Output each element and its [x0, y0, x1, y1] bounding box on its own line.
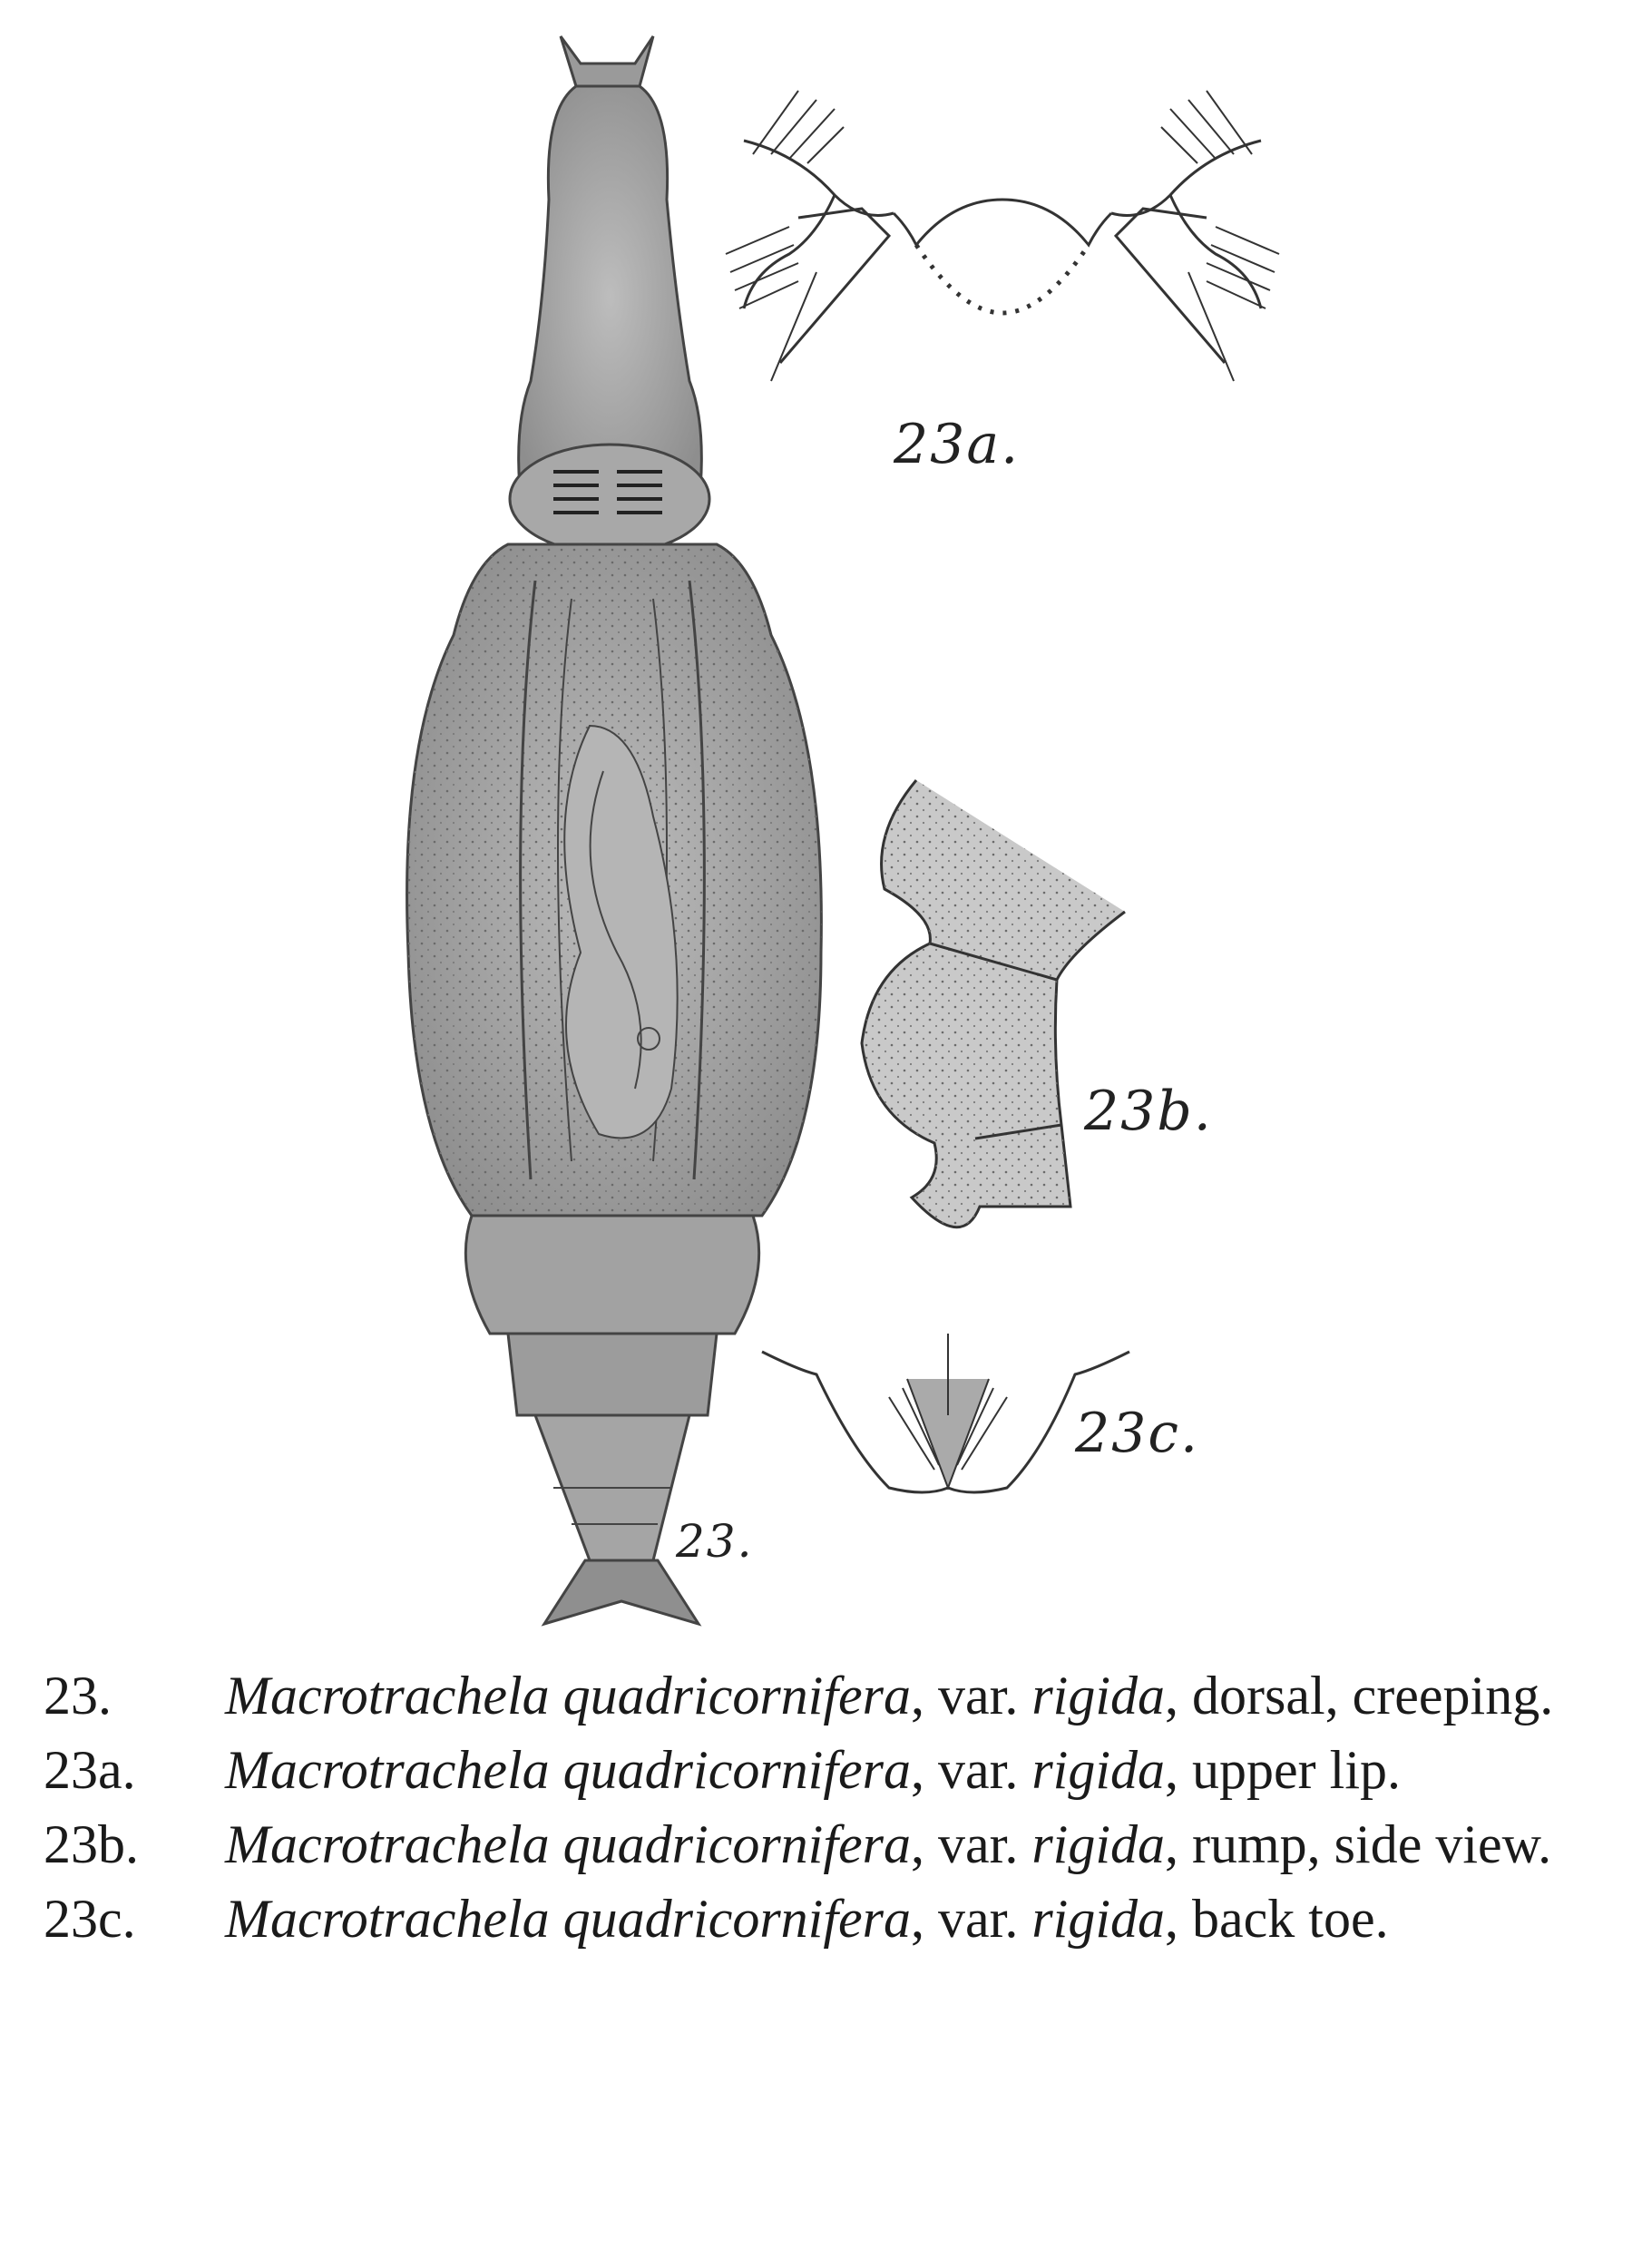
caption-separator: , var.: [911, 1666, 1032, 1725]
caption-number: 23.: [44, 1666, 112, 1725]
caption-23b: [44, 1809, 1622, 1880]
rump-side-view-drawing: [862, 780, 1125, 1227]
species-name: Macrotrachela quadricornifera: [225, 1740, 912, 1800]
variety-name: rigida: [1031, 1889, 1166, 1949]
figure-label-23b: 23b.: [1084, 1080, 1213, 1143]
variety-name: rigida: [1031, 1740, 1166, 1800]
caption-23a: [44, 1735, 1622, 1805]
caption-description: , rump, side view.: [1165, 1814, 1552, 1874]
species-name: Macrotrachela quadricornifera: [225, 1814, 912, 1874]
figure-label-23c: 23c.: [1075, 1402, 1200, 1465]
caption-description: , dorsal, creeping.: [1165, 1666, 1554, 1725]
caption-number: 23c.: [44, 1889, 136, 1949]
variety-name: rigida: [1031, 1666, 1166, 1725]
species-name: Macrotrachela quadricornifera: [225, 1666, 912, 1725]
caption-separator: , var.: [911, 1814, 1032, 1874]
caption-number: 23a.: [44, 1740, 136, 1800]
caption-description: , upper lip.: [1165, 1740, 1401, 1800]
variety-name: rigida: [1031, 1814, 1166, 1874]
caption-23c: [44, 1883, 1622, 1954]
figure-label-23a: 23a.: [894, 413, 1021, 476]
caption-number: 23b.: [44, 1814, 139, 1874]
caption-23: [44, 1660, 1622, 1731]
caption-separator: , var.: [911, 1889, 1032, 1949]
caption-separator: , var.: [911, 1740, 1032, 1800]
species-name: Macrotrachela quadricornifera: [225, 1889, 912, 1949]
figure-label-23: 23.: [676, 1515, 754, 1568]
upper-lip-drawing: [726, 91, 1279, 381]
caption-description: , back toe.: [1165, 1889, 1389, 1949]
figure-captions: [44, 1660, 1622, 1958]
rotifer-dorsal-drawing: [407, 36, 822, 1624]
